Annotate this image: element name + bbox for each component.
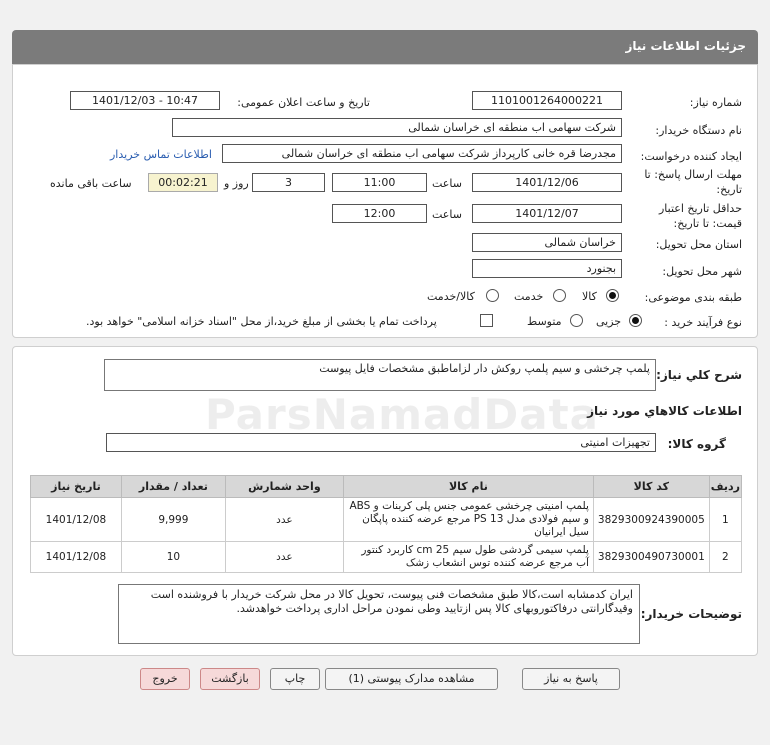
category-radio-goods[interactable]: [606, 289, 619, 302]
col-code: کد کالا: [593, 476, 709, 498]
print-button[interactable]: چاپ: [270, 668, 320, 690]
city-field: بجنورد: [472, 259, 622, 278]
process-option-minor: جزیی: [596, 315, 622, 328]
exit-button[interactable]: خروج: [140, 668, 190, 690]
col-date: تاریخ نیاز: [31, 476, 122, 498]
validity-label-2: قیمت: تا تاریخ:: [673, 217, 742, 230]
category-radio-service[interactable]: [553, 289, 566, 302]
announce-field: 1401/12/03 - 10:47: [70, 91, 220, 110]
treasury-payment-note: پرداخت تمام یا بخشی از مبلغ خرید،از محل "اسناد خزانه اسلامی" خواهد بود.: [86, 315, 437, 328]
table-row: [31, 542, 742, 573]
need-number-label: شماره نیاز:: [689, 96, 742, 109]
buyer-org-field: شرکت سهامی اب منطقه ای خراسان شمالی: [172, 118, 622, 137]
category-option-goods-service: کالا/خدمت: [427, 290, 475, 303]
province-field: خراسان شمالی: [472, 233, 622, 252]
remaining-time-field: 00:02:21: [148, 173, 218, 192]
row-code: 3829300490730001: [593, 542, 709, 573]
col-qty: تعداد / مقدار: [121, 476, 225, 498]
table-row: [31, 498, 742, 542]
process-radio-medium[interactable]: [570, 314, 583, 327]
process-option-medium: متوسط: [527, 315, 562, 328]
buyer-notes-field: ایران کدمشابه است،کالا طبق مشخصات فنی پیوست، تحویل کالا در محل شرکت خریدار با فروشنده است وقیدگارانتی درفاکتوروبهای کالا پس ازتایید وطی نمودن مراحل اداری پرداخت خواهدشد.: [118, 584, 640, 644]
row-qty: 10: [121, 542, 225, 573]
category-label: طبقه بندی موضوعی:: [644, 291, 742, 304]
deadline-label: مهلت ارسال پاسخ: تا: [644, 168, 742, 181]
col-index: ردیف: [709, 476, 741, 498]
category-option-goods: کالا: [582, 290, 597, 303]
creator-field: مجدرضا قره خانی کارپرداز شرکت سهامی اب منطقه ای خراسان شمالی: [222, 144, 622, 163]
row-index: 1: [709, 498, 741, 542]
announce-label: تاریخ و ساعت اعلان عمومی:: [237, 96, 370, 109]
contact-buyer-link[interactable]: اطلاعات تماس خریدار: [110, 148, 212, 161]
row-name: پلمپ سیمی گردشی طول سیم 25 cm کاربرد کنتور آب مرجع عرضه کننده توس انشعاب زشک: [343, 542, 593, 573]
treasury-payment-checkbox[interactable]: [480, 314, 493, 327]
need-number-field: 1101001264000221: [472, 91, 622, 110]
page-header: [12, 30, 758, 64]
goods-table: [30, 475, 742, 573]
process-radio-minor[interactable]: [629, 314, 642, 327]
col-unit: واحد شمارش: [225, 476, 343, 498]
row-unit: عدد: [225, 542, 343, 573]
category-option-service: خدمت: [514, 290, 544, 303]
reply-button[interactable]: پاسخ به نیاز: [522, 668, 620, 690]
row-index: 2: [709, 542, 741, 573]
city-label: شهر محل تحویل:: [662, 265, 742, 278]
summary-field: پلمپ چرخشی و سیم پلمپ روکش دار لزاماطبق مشخصات فایل پیوست: [104, 359, 656, 391]
row-unit: عدد: [225, 498, 343, 542]
validity-time-field: 12:00: [332, 204, 427, 223]
deadline-time-field: 11:00: [332, 173, 427, 192]
view-attachments-button[interactable]: مشاهده مدارک پیوستی (1): [325, 668, 498, 690]
days-field: 3: [252, 173, 325, 192]
goods-table-header: [31, 476, 742, 498]
row-date: 1401/12/08: [31, 498, 122, 542]
deadline-date-field: 1401/12/06: [472, 173, 622, 192]
col-name: نام کالا: [343, 476, 593, 498]
validity-time-label: ساعت: [432, 208, 462, 221]
validity-date-field: 1401/12/07: [472, 204, 622, 223]
remaining-label: ساعت باقی مانده: [50, 177, 132, 190]
row-name: پلمپ امنیتی چرخشی عمومی جنس پلی کربنات و ABS و سیم فولادی مدل PS 13 مرجع عرضه کننده پاپگان سیل ایرانیان: [343, 498, 593, 542]
goods-group-label: گروه کالا:: [667, 437, 726, 451]
category-radio-goods-service[interactable]: [486, 289, 499, 302]
deadline-time-label: ساعت: [432, 177, 462, 190]
row-qty: 9,999: [121, 498, 225, 542]
row-date: 1401/12/08: [31, 542, 122, 573]
creator-label: ایجاد کننده درخواست:: [640, 150, 742, 163]
process-label: نوع فرآیند خرید :: [664, 316, 742, 329]
back-button[interactable]: بازگشت: [200, 668, 260, 690]
buyer-notes-label: توضیحات خریدار:: [640, 607, 742, 621]
summary-label: شرح کلي نياز:: [656, 368, 742, 382]
days-label: روز و: [224, 177, 249, 190]
page-title: جزئیات اطلاعات نیاز: [625, 39, 746, 53]
province-label: استان محل تحویل:: [655, 238, 742, 251]
row-code: 3829300924390005: [593, 498, 709, 542]
validity-label: حداقل تاریخ اعتبار: [658, 202, 742, 215]
buyer-org-label: نام دستگاه خریدار:: [655, 124, 742, 137]
deadline-label-2: تاریخ:: [716, 183, 742, 196]
goods-section-title: اطلاعات کالاهاي مورد نياز: [587, 404, 742, 418]
goods-group-field: تجهیزات امنیتی: [106, 433, 656, 452]
